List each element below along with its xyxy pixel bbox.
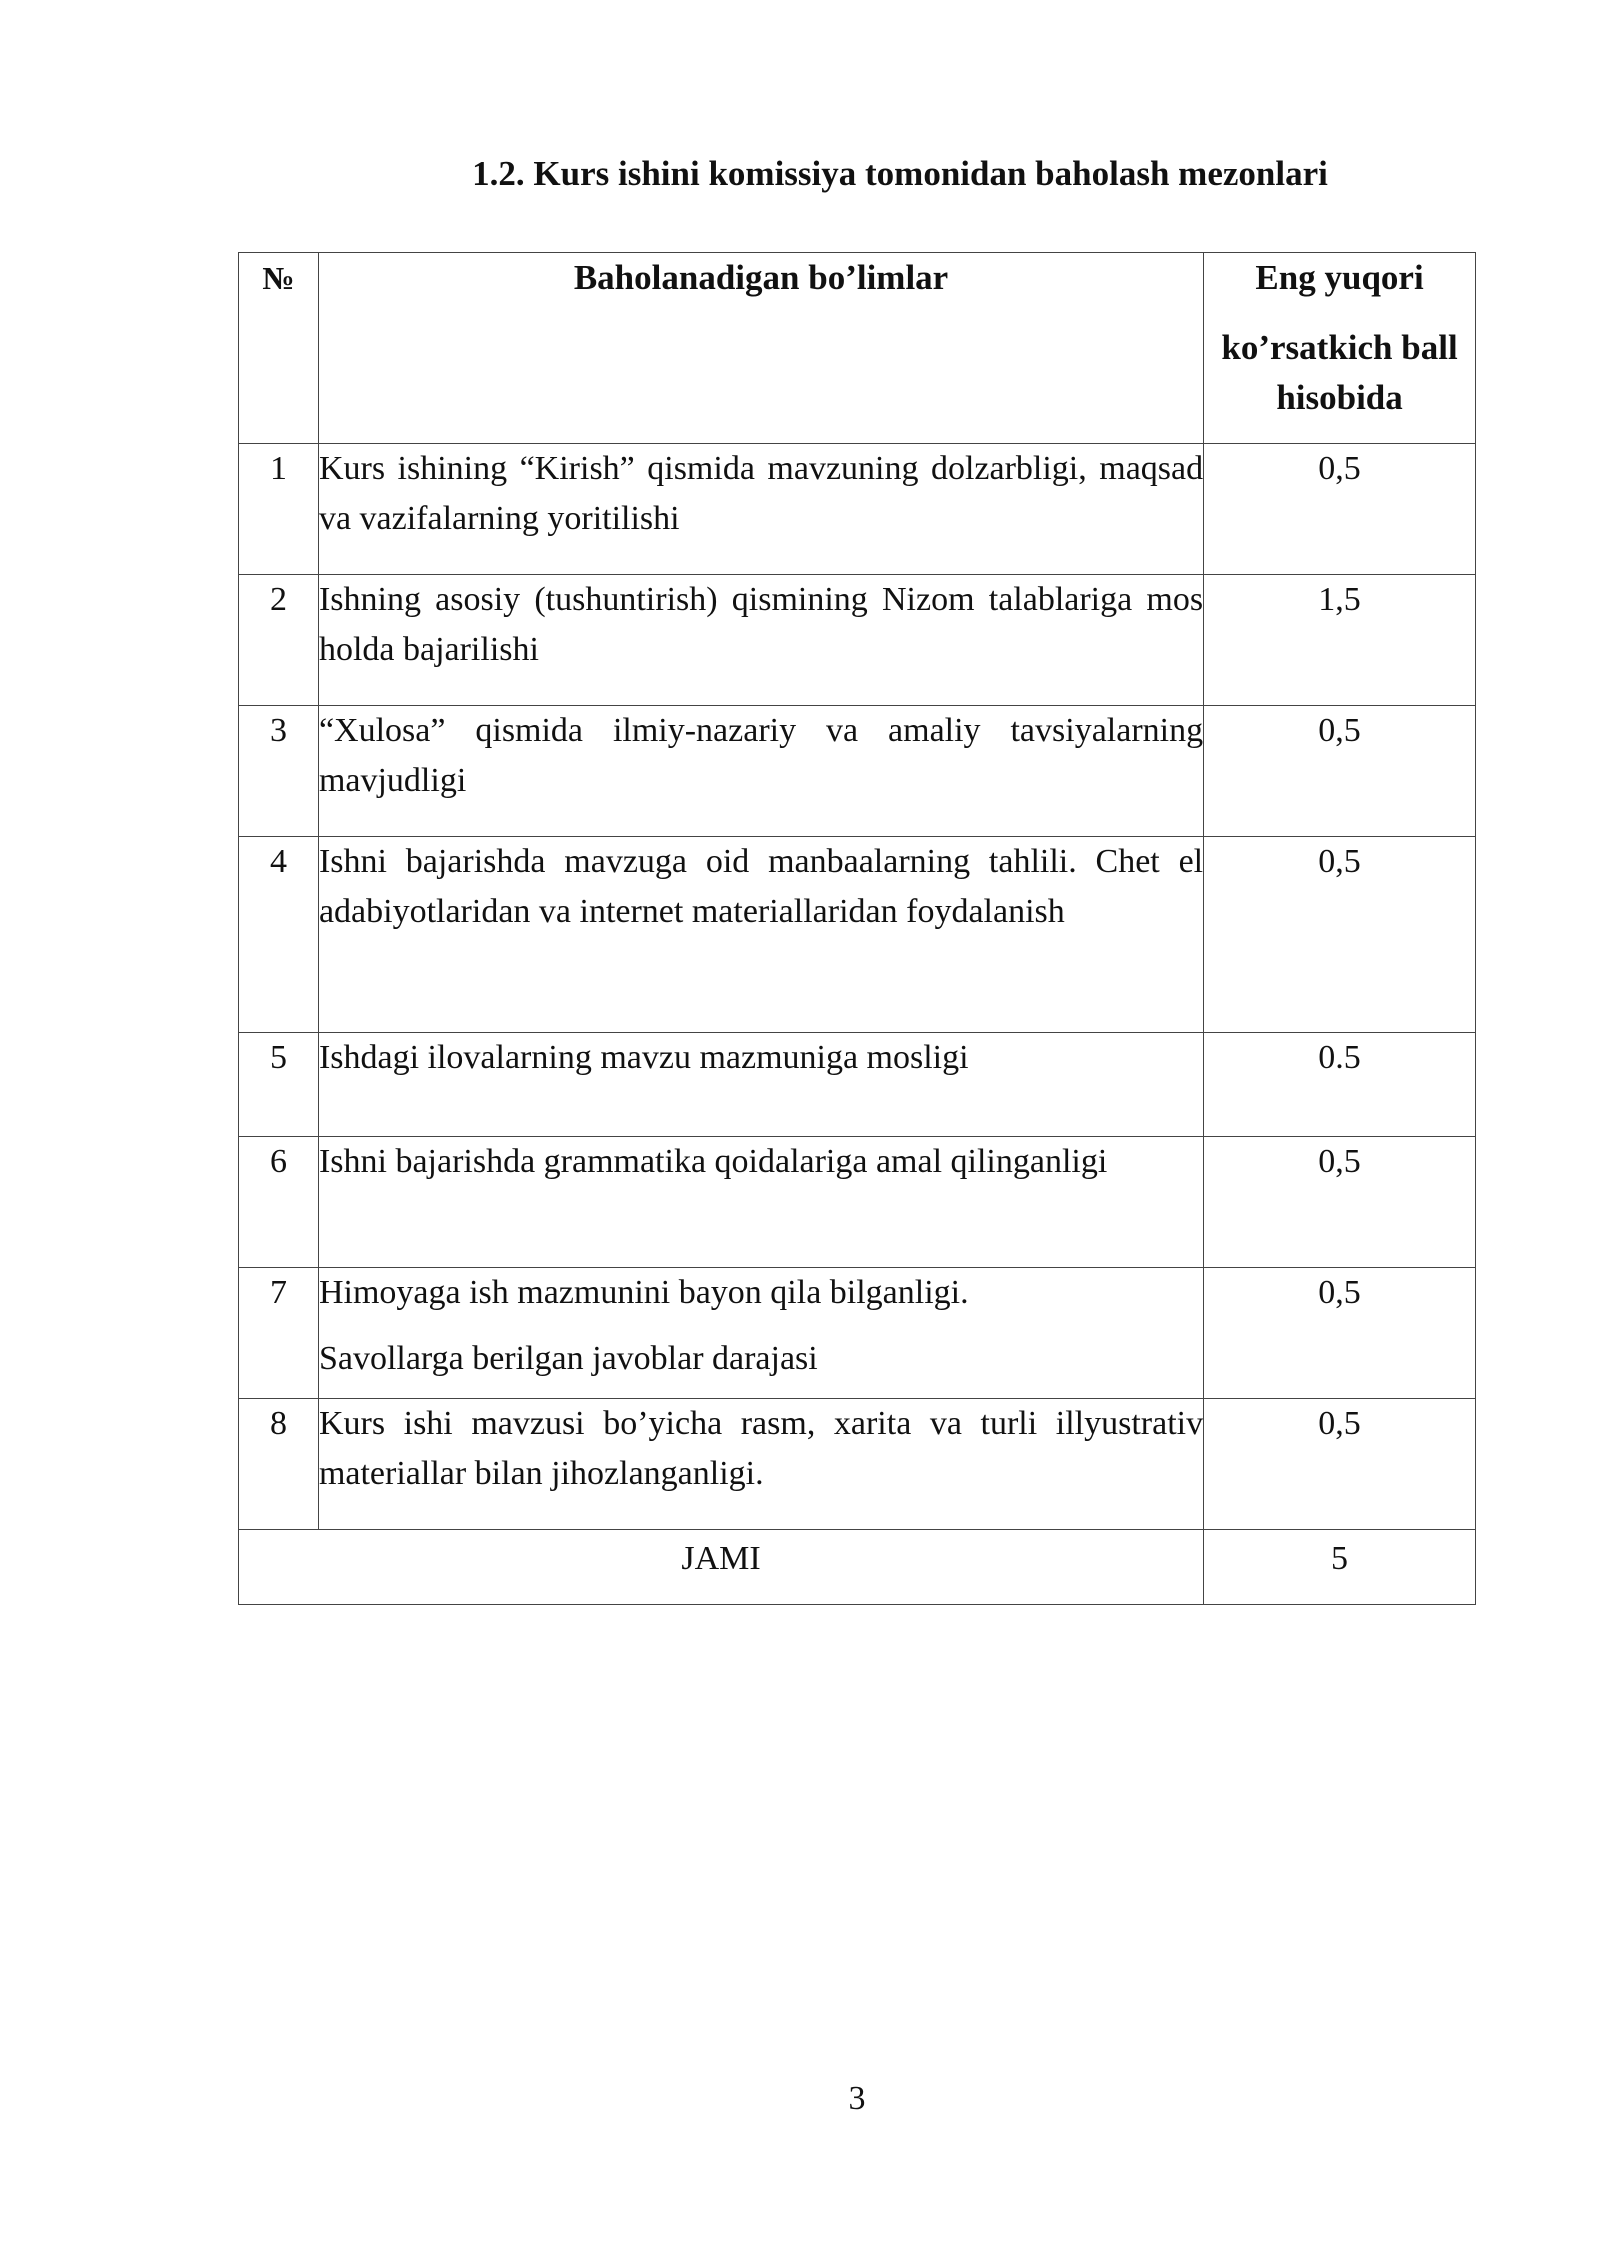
section-title: 1.2. Kurs ishini komissiya tomonidan baholash mezonlari bbox=[472, 154, 1328, 193]
table-row bbox=[239, 837, 1476, 1033]
total-value: 5 bbox=[1204, 1530, 1476, 1605]
row-score: 0,5 bbox=[1204, 1399, 1476, 1530]
table-row bbox=[239, 575, 1476, 706]
row-description-line1: Himoyaga ish mazmunini bayon qila bilganligi. bbox=[318, 1274, 969, 1311]
table-header-row bbox=[239, 253, 1476, 444]
row-description-line2: Savollarga berilgan javoblar darajasi bbox=[318, 1340, 818, 1377]
total-label: JAMI bbox=[239, 1530, 1204, 1605]
row-number: 5 bbox=[239, 1033, 319, 1137]
row-score: 0,5 bbox=[1204, 444, 1476, 575]
row-score: 0,5 bbox=[1204, 1137, 1476, 1268]
row-number: 8 bbox=[239, 1399, 319, 1530]
header-number: № bbox=[239, 253, 319, 444]
criteria-table bbox=[238, 252, 1476, 1605]
row-number: 1 bbox=[239, 444, 319, 575]
row-number: 3 bbox=[239, 706, 319, 837]
table-row bbox=[239, 1033, 1476, 1137]
header-sections: Baholanadigan bo’limlar bbox=[318, 253, 1203, 444]
row-description: Kurs ishi mavzusi bo’yicha rasm, xarita va turli illyustrativ materiallar bilan jihozlanganligi. bbox=[318, 1399, 1203, 1530]
row-number: 7 bbox=[239, 1268, 319, 1399]
row-number: 4 bbox=[239, 837, 319, 1033]
row-number: 2 bbox=[239, 575, 319, 706]
row-score: 1,5 bbox=[1204, 575, 1476, 706]
header-score-line1: Eng yuqori bbox=[1255, 258, 1424, 297]
row-description: Ishni bajarishda grammatika qoidalariga amal qilinganligi bbox=[318, 1137, 1203, 1268]
row-description bbox=[318, 1268, 1203, 1399]
table-row bbox=[239, 1268, 1476, 1399]
table-row bbox=[239, 706, 1476, 837]
table-row bbox=[239, 444, 1476, 575]
row-description: Ishning asosiy (tushuntirish) qismining Nizom talablariga mos holda bajarilishi bbox=[318, 575, 1203, 706]
row-description: Ishdagi ilovalarning mavzu mazmuniga mosligi bbox=[318, 1033, 1203, 1137]
table-row bbox=[239, 1137, 1476, 1268]
page-number: 3 bbox=[848, 2080, 866, 2117]
row-score: 0,5 bbox=[1204, 706, 1476, 837]
table-row bbox=[239, 1399, 1476, 1530]
row-description: Ishni bajarishda mavzuga oid manbaalarning tahlili. Chet el adabiyotlaridan va internet materiallaridan foydalanish bbox=[318, 837, 1203, 1033]
row-description: Kurs ishining “Kirish” qismida mavzuning dolzarbligi, maqsad va vazifalarning yoritilishi bbox=[318, 444, 1203, 575]
total-row bbox=[239, 1530, 1476, 1605]
row-description: “Xulosa” qismida ilmiy-nazariy va amaliy tavsiyalarning mavjudligi bbox=[318, 706, 1203, 837]
row-number: 6 bbox=[239, 1137, 319, 1268]
row-score: 0,5 bbox=[1204, 837, 1476, 1033]
header-score-line2: ko’rsatkich ball hisobida bbox=[1221, 328, 1458, 417]
header-score bbox=[1204, 253, 1476, 444]
row-score: 0,5 bbox=[1204, 1268, 1476, 1399]
row-score: 0.5 bbox=[1204, 1033, 1476, 1137]
